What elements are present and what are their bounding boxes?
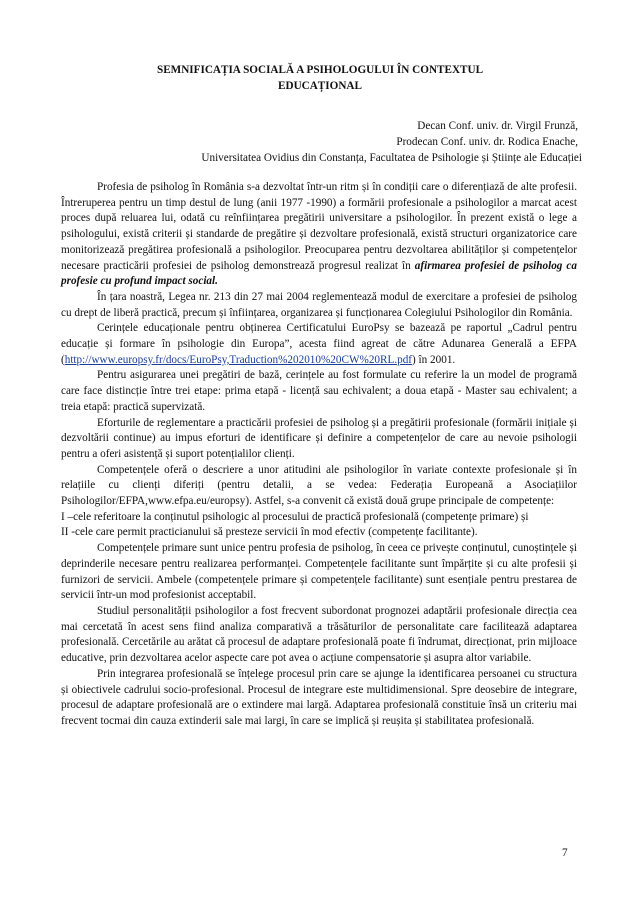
paper-title (110, 62, 530, 94)
author-2: Prodecan Conf. univ. dr. Rodica Enache, (396, 136, 578, 148)
title-line-1: SEMNIFICAȚIA SOCIALĂ A PSIHOLOGULUI ÎN CONTEXTUL (156, 64, 484, 76)
paragraph-4: Pentru asigurarea unei pregătiri de bază, cerințele au fost formulate cu referire la un model de programă care face distincție între trei etape: prima etapă - licență sau echivalent; a doua etapă - Master sau echivalent; a treia etapă: practică supervizată. (61, 369, 577, 413)
paragraph-1-text: Profesia de psiholog în România s-a dezvoltat într-un ritm și în condiții care o diferențiază de alte profesii. Întreruperea pentru un timp destul de lung (anii 1977 -1990) a formării profesionale a psihologilor a marcat acest proces după reluarea lui, odată cu reînființarea pregătirii universitare a psihologilor. În prezent există o lege a psihologului, există criterii și standarde de pregătire și dezvoltare profesională, există structuri organizatorice care monitorizează pregătirea profesională a psihologilor. Preocuparea pentru dezvoltarea abilităților și competențelor necesare practicării profesiei de psiholog demonstrează progresul realizat în (61, 181, 577, 272)
paragraph-3-text: Cerințele educaționale pentru obținerea Certificatului EuroPsy se bazează pe raportul „Cadrul pentru educație și formare în psihologie din Europa”, acesta fiind agreat de către Adunarea Generală a EFPA ( (61, 322, 577, 366)
paragraph-9: Competențele primare sunt unice pentru profesia de psiholog, în ceea ce privește conținutul, cunoștințele și deprinderile necesare pentru realizarea performanței. Competențele facilitante sunt împărțite și cu alte profesii și furnizori de servicii. Ambele (competențele primare și competențele facilitante) sunt esențiale pentru prestarea de servicii într-un mod profesionist acceptabil. (61, 542, 577, 602)
paragraph-8: II -cele care permit practicianului să presteze servicii în mod efectiv (competențe facilitante). (61, 526, 478, 539)
emphasized-text: afirmarea profesiei de psiholog ca profesie cu profund impact social. (61, 259, 577, 288)
paragraph-3 (61, 321, 577, 368)
paragraph-7: I –cele referitoare la conținutul psihologic al procesului de practică profesională (competențe primare) și (61, 510, 529, 523)
author-1: Decan Conf. univ. dr. Virgil Frunză, (417, 120, 578, 132)
paragraph-1 (61, 180, 577, 290)
paragraph-2: În țara noastră, Legea nr. 213 din 27 mai 2004 reglementează modul de exercitare a profesiei de psiholog cu drept de liberă practică, precum și înființarea, organizarea și funcționarea Colegiului Psihologilor din România. (61, 290, 577, 319)
paragraph-6: Competențele oferă o descriere a unor atitudini ale psihologilor în variate contexte profesionale și în relațiile cu clienți diferiți (pentru detalii, a se vedea: Federația Europeană a Asociațiilor Psihologilor/EFPA,www.efpa.eu/europsy). Astfel, s-a convenit că există două grupe principale de competențe: (61, 463, 577, 508)
affiliation: Universitatea Ovidius din Constanța, Facultatea de Psihologie și Științe ale Educației (201, 152, 582, 164)
page-number: 7 (562, 847, 568, 859)
paragraph-10: Studiul personalității psihologilor a fost frecvent subordonat prognozei adaptării profesionale direcția cea mai cercetată în acest sens fiind analiza comparativă a trăsăturilor de personalitate care facilitează adaptarea profesională. Cercetările au arătat că procesul de adaptare profesională poate fi îndrumat, direcționat, prin mijloace educative, prin dezvoltarea acelor aspecte care pot avea o acțiune compensatorie și asupra altor variabile. (61, 604, 577, 665)
europsy-link[interactable]: http://www.europsy.fr/docs/EuroPsy,Traduction%202010%20CW%20RL.pdf (64, 353, 413, 366)
title-line-2: EDUCAȚIONAL (278, 80, 362, 92)
paragraph-3-end: ) în 2001. (412, 353, 456, 366)
paragraph-5: Eforturile de reglementare a practicării profesiei de psiholog și a pregătirii profesionale (formării inițiale și dezvoltării continue) au impus eforturi de identificare și definire a competențelor de care au nevoie psihologii pentru a oferi asistență și suport potențialilor clienți. (61, 416, 577, 460)
paragraph-11: Prin integrarea profesională se înțelege procesul prin care se ajunge la identificarea persoanei cu structura și obiectivele cadrului socio-profesional. Procesul de integrare este multidimensional. Spre deosebire de integrare, procesul de adaptare profesională are o extindere mai largă. Adaptarea profesională constituie însă un criteriu mai frecvent tocmai din cauza extinderii sale mai largi, în care se implică și reușita și stabilitatea profesională. (61, 667, 577, 727)
body-text (61, 180, 577, 730)
